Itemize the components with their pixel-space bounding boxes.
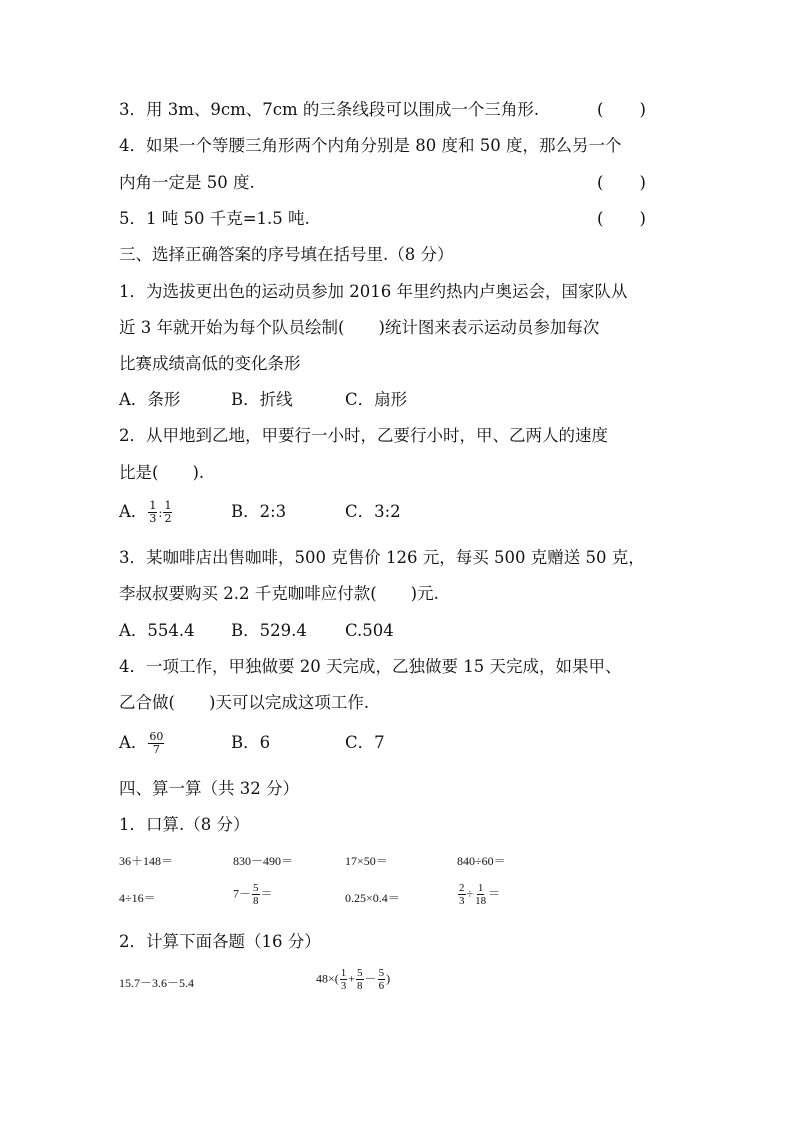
fraction: $\frac{5}{6}$: [378, 967, 385, 992]
calc-item-2: 48×( $\frac{1}{3}$ + $\frac{5}{8}$ － $\frac{5}{6}$ ): [316, 967, 391, 992]
s3-q4-option-b[interactable]: B．6: [231, 733, 271, 752]
s3-q3-option-a[interactable]: A．554.4: [119, 621, 195, 640]
s3-q3-line2: 李叔叔要购买 2.2 千克咖啡应付款( )元.: [119, 584, 439, 603]
s3-q3-line1: 3．某咖啡店出售咖啡，500 克售价 126 元，每买 500 克赠送 50 克，: [119, 548, 645, 567]
s3-q1-line2: 近 3 年就开始为每个队员绘制( )统计图来表示运动员参加每次: [119, 318, 600, 337]
oral-item: 4÷16＝: [119, 891, 156, 905]
fraction: $\frac{1}{2}$: [164, 499, 172, 525]
oral-item: 36＋148＝: [119, 854, 174, 868]
s3-q1-option-b[interactable]: B．折线: [231, 390, 293, 409]
judge-q4-answer-paren[interactable]: ( ): [597, 173, 646, 192]
oral-item: 7－ $\frac{5}{8}$ ＝: [233, 882, 273, 907]
fraction: $\frac{5}{8}$: [253, 882, 259, 907]
oral-item: 0.25×0.4＝: [345, 891, 400, 905]
s3-q4-line2: 乙合做( )天可以完成这项工作.: [119, 693, 370, 712]
s3-q3-option-b[interactable]: B．529.4: [231, 621, 307, 640]
section4-sub2: 2．计算下面各题（16 分）: [119, 932, 321, 951]
oral-item: 840÷60＝: [457, 854, 506, 868]
fraction: $\frac{1}{18}$: [475, 882, 487, 907]
s3-q2-option-b[interactable]: B．2:3: [231, 502, 287, 521]
fraction: $\frac{1}{3}$: [340, 967, 347, 992]
judge-q3: 3．用 3m、9cm、7cm 的三条线段可以围成一个三角形.: [119, 100, 540, 119]
judge-q5-answer-paren[interactable]: ( ): [597, 209, 646, 228]
s3-q3-option-c[interactable]: C.504: [345, 621, 394, 640]
fraction: $\frac{5}{8}$: [357, 967, 363, 992]
s3-q2-option-a[interactable]: A． $\frac{1}{3}$ : $\frac{1}{2}$: [119, 499, 172, 525]
s3-q4-option-c[interactable]: C．7: [345, 733, 385, 752]
judge-q4-line2: 内角一定是 50 度.: [119, 173, 255, 192]
fraction: $\frac{2}{3}$: [459, 882, 465, 907]
s3-q2-line1: 2．从甲地到乙地，甲要行一小时，乙要行小时，甲、乙两人的速度: [119, 426, 608, 445]
fraction: $\frac{1}{3}$: [149, 499, 157, 525]
calc-item-1: 15.7－3.6－5.4: [119, 976, 195, 990]
section4-title: 四、算一算（共 32 分）: [119, 779, 299, 798]
s3-q1-line3: 比赛成绩高低的变化条形: [119, 354, 301, 373]
s3-q2-option-c[interactable]: C．3:2: [345, 502, 401, 521]
section4-sub1: 1．口算.（8 分）: [119, 815, 250, 834]
fraction: $\frac{60}{7}$: [149, 730, 164, 756]
oral-item: 830－490＝: [233, 854, 294, 868]
s3-q1-option-a[interactable]: A．条形: [119, 390, 181, 409]
oral-item: $\frac{2}{3}$ ÷ $\frac{1}{18}$ ＝: [459, 882, 501, 907]
s3-q2-line2: 比是( ).: [119, 463, 205, 482]
s3-q4-line1: 4．一项工作，甲独做要 20 天完成，乙独做要 15 天完成，如果甲、: [119, 657, 622, 676]
section3-title: 三、选择正确答案的序号填在括号里.（8 分）: [119, 245, 454, 264]
s3-q1-option-c[interactable]: C．扇形: [345, 390, 408, 409]
judge-q5: 5．1 吨 50 千克=1.5 吨.: [119, 209, 310, 228]
s3-q1-line1: 1．为选拔更出色的运动员参加 2016 年里约热内卢奥运会，国家队从: [119, 282, 628, 301]
oral-item: 17×50＝: [345, 854, 388, 868]
judge-q3-answer-paren[interactable]: ( ): [597, 100, 646, 119]
s3-q4-option-a[interactable]: A． $\frac{60}{7}$: [119, 730, 164, 756]
judge-q4-line1: 4．如果一个等腰三角形两个内角分别是 80 度和 50 度，那么另一个: [119, 136, 622, 155]
